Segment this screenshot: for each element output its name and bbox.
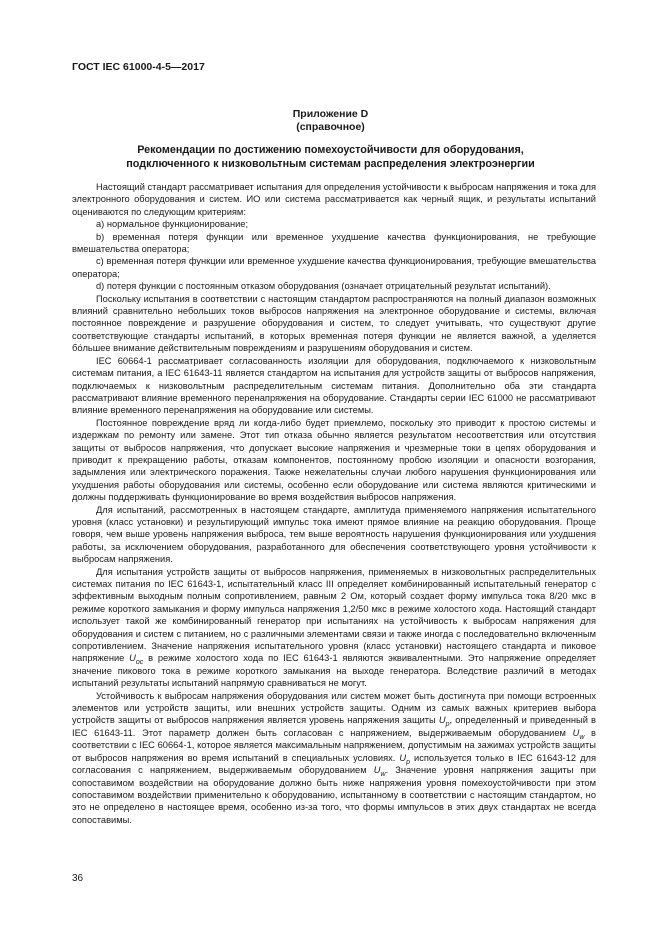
appendix-type: (справочное) — [296, 121, 365, 133]
text-run: в режиме холостого хода по IEC 61643-1 являются эквивалентными. Это напряжение определяет значение пикового тока в режиме короткого замыкания на выходе генератора. Вследствие различий в методах испытаний результаты испытаний напрямую сравниваться не могут. — [72, 653, 596, 689]
criteria-item-d: d) потеря функции с постоянным отказом оборудования (означает отрицательный результат испытаний). — [96, 281, 551, 292]
paragraph-scope: Поскольку испытания в соответствии с настоящим стандартом распространяются на полный диапазон возможных влияний сравнительно небольших токов выбросов напряжения на электронное оборудование и системы, включая постоянное повреждение и разрушение оборудования и систем, то следует учитывать, что существуют другие соответствующие стандарты испытаний, в которых временная потеря функции не является важной, а уделяется бо́льшее внимание действительным повреждениям и разрушениям оборудования и систем. — [72, 293, 596, 354]
paragraph-intro: Настоящий стандарт рассматривает испытания для определения устойчивости к выбросам напряжения и тока для электронного оборудования и систем. ИО или система рассматривается как черный ящик, и результаты испытаний оцениваются по следующим критериям: — [72, 182, 596, 217]
subscript-p: p — [445, 721, 450, 729]
body-text — [72, 181, 596, 826]
text-run: используется только в IEC 61643-12 для согласования с напряжением, выдерживаемым оборудованием — [72, 752, 596, 776]
text-run: , определенный и приведенный в IEC 61643-11. Этот параметр должен быть согласован с напряжением, выдерживаемым оборудованием — [72, 715, 596, 738]
symbol-u: U — [438, 715, 446, 726]
criteria-item-c: c) временная потеря функции или временное ухудшение качества функционирования, требующие вмешательства оператора; — [72, 256, 596, 279]
text-run: в соответствии с IEC 60664-1, которое является максимальным напряжением, допустимым на зажимах устройств защиты от выбросов напряжения во время испытаний в специальных условиях. — [72, 727, 596, 763]
subscript-w: w — [579, 733, 585, 741]
paragraph-permanent-damage: Постоянное повреждение вряд ли когда-либо будет приемлемо, поскольку это приводит к простою системы и издержкам по ремонту или замене. Этот тип отказа обычно является результатом несоответствия или отсутствия защиты от выбросов напряжения, что допускает высокие напряжения и чрезмерные токи в цепях оборудования и приводит к прекращению работы, отказам компонентов, постоянному пробою изоляции и опасности возгорания, задымления или электрического поражения. Также нежелательны случаи любого нарушения функционирования или ухудшения работы оборудования или системы, особенно если оборудование или система являются критическими и должны поддерживать функционирование во время воздействия выбросов напряжения. — [72, 417, 596, 503]
document-header: ГОСТ IEC 61000-4-5—2017 — [72, 61, 205, 73]
paragraph-test-level: Для испытаний, рассмотренных в настоящем стандарте, амплитуда применяемого напряжения испытательного уровня (класс установки) и результирующий импульс тока имеют прямое влияние на реакцию оборудования. Проще говоря, чем выше уровень напряжения выброса, тем выше вероятность нарушения функционирования или ухудшения работы, за исключением оборудования, разработанного для обеспечения соответствующего уровня устойчивости к выбросам напряжения. — [72, 504, 596, 565]
paragraph-protection-level — [72, 690, 596, 826]
text-run: . Значение уровня напряжения защиты при сопоставимом воздействии на оборудование должно быть ниже напряжения уровня помехоустойчивости при этом сопоставимом воздействии применительно к оборудованию, испытанному в соответствии с настоящим стандартом, но это не определено в настоящее время, особенно из-за того, что формы импульсов в этих двух стандартах не всегда сопоставимы. — [72, 765, 596, 825]
appendix-heading — [0, 108, 661, 134]
symbol-u: U — [399, 752, 407, 763]
section-title-line-2: подключенного к низковольтным системам распределения электроэнергии — [126, 157, 535, 170]
section-title-line-1: Рекомендации по достижению помехоустойчивости для оборудования, — [137, 144, 524, 156]
section-title — [60, 144, 601, 171]
subscript-oc: oc — [135, 659, 144, 667]
text-run: Устойчивость к выбросам напряжения оборудования или систем может быть достигнута при помощи встроенных элементов или устройств защиты, или внешних устройств защиты. Одним из самых важных критериев выбора устройств защиты от выбросов напряжения является уровень напряжения защиты — [72, 690, 596, 726]
symbol-u: U — [129, 653, 136, 664]
subscript-p: p — [406, 758, 410, 766]
subscript-w: w — [380, 770, 386, 778]
paragraph-iec-61643-generator — [72, 566, 596, 690]
paragraph-iec-60664: IEC 60664-1 рассматривает согласованность изоляции для оборудования, подключаемого к низковольтным системам питания, а IEC 61643-11 является стандартом на испытания для устройств защиты от выбросов напряжения, подключаемых к низковольтным распределительным системам питания. Дополнительно оба эти стандарта рассматривают влияние временного перенапряжения на оборудование. Стандарты серии IEC 61000 не рассматривают влияние временного перенапряжения на оборудование или системы. — [72, 355, 596, 416]
criteria-item-a: a) нормальное функционирование; — [96, 219, 249, 230]
criteria-item-b: b) временная потеря функции или временное ухудшение качества функционирования, не требующие вмешательства оператора; — [72, 231, 596, 255]
symbol-u: U — [373, 765, 381, 776]
appendix-label: Приложение D — [292, 108, 369, 120]
symbol-u: U — [572, 727, 580, 738]
text-run: Для испытания устройств защиты от выбросов напряжения, применяемых в низковольтных распределительных системах питания по IEC 61643-1, испытательный класс III определяет комбинированный испытательный генератор с эффективным выходным полным сопротивлением, равным 2 Ом, который создает форму импульса тока 8/20 мкс в режиме короткого замыкания и форму импульса напряжения 1,2/50 мкс в режиме холостого хода. Настоящий стандарт использует такой же комбинированный генератор при испытаниях на устойчивость к выбросам напряжения для оборудования и систем с питанием, но с различными элементами связи и также иногда с последовательно включенным сопротивлением. Значение напряжения испытательного уровня (класс установки) настоящего стандарта и пиковое напряжение — [72, 566, 596, 664]
page-number: 36 — [72, 873, 84, 884]
